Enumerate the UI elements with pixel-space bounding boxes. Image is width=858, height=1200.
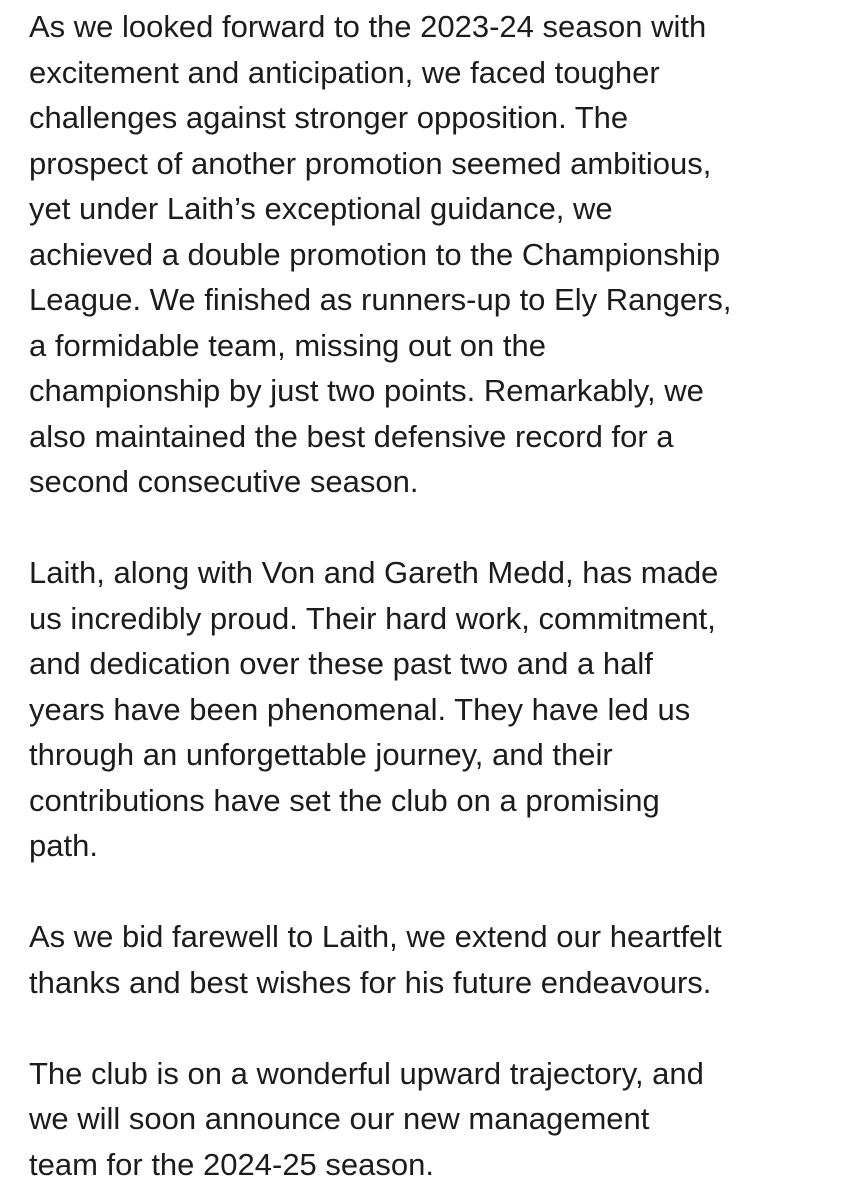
text-line: through an unforgettable journey, and their	[29, 737, 613, 772]
text-line: and dedication over these past two and a half	[29, 646, 653, 681]
text-line: As we looked forward to the 2023-24 season with	[29, 9, 707, 44]
text-line: Laith, along with Von and Gareth Medd, has made	[29, 555, 719, 590]
text-line: The club is on a wonderful upward trajectory, and	[29, 1055, 704, 1091]
text-line: prospect of another promotion seemed ambitious,	[29, 145, 712, 181]
text-line: championship by just two points. Remarkably, we	[29, 373, 704, 408]
text-line: thanks and best wishes for his future endeavours.	[29, 964, 712, 1000]
text-line: years have been phenomenal. They have led us	[29, 691, 691, 727]
text-line: second consecutive season.	[29, 464, 419, 499]
text-line: contributions have set the club on a promising	[29, 782, 660, 818]
text-line: also maintained the best defensive record for a	[29, 418, 674, 454]
text-line: we will soon announce our new management	[29, 1101, 650, 1136]
text-line: As we bid farewell to Laith, we extend our heartfelt	[29, 919, 722, 954]
paragraph-staff-thanks	[29, 550, 844, 869]
text-line: a formidable team, missing out on the	[29, 327, 546, 363]
text-line: path.	[29, 828, 98, 863]
paragraph-farewell	[29, 914, 844, 1005]
text-line: us incredibly proud. Their hard work, commitment,	[29, 600, 716, 636]
text-line: excitement and anticipation, we faced tougher	[29, 54, 660, 90]
text-line: team for the 2024-25 season.	[29, 1146, 434, 1182]
paragraph-season-review	[29, 4, 844, 505]
text-line: challenges against stronger opposition. The	[29, 100, 629, 135]
text-line: League. We finished as runners-up to Ely Rangers,	[29, 282, 732, 317]
text-line: yet under Laith’s exceptional guidance, we	[29, 191, 613, 226]
text-line: achieved a double promotion to the Championship	[29, 236, 721, 272]
document-body	[29, 4, 844, 1187]
paragraph-future	[29, 1051, 844, 1188]
